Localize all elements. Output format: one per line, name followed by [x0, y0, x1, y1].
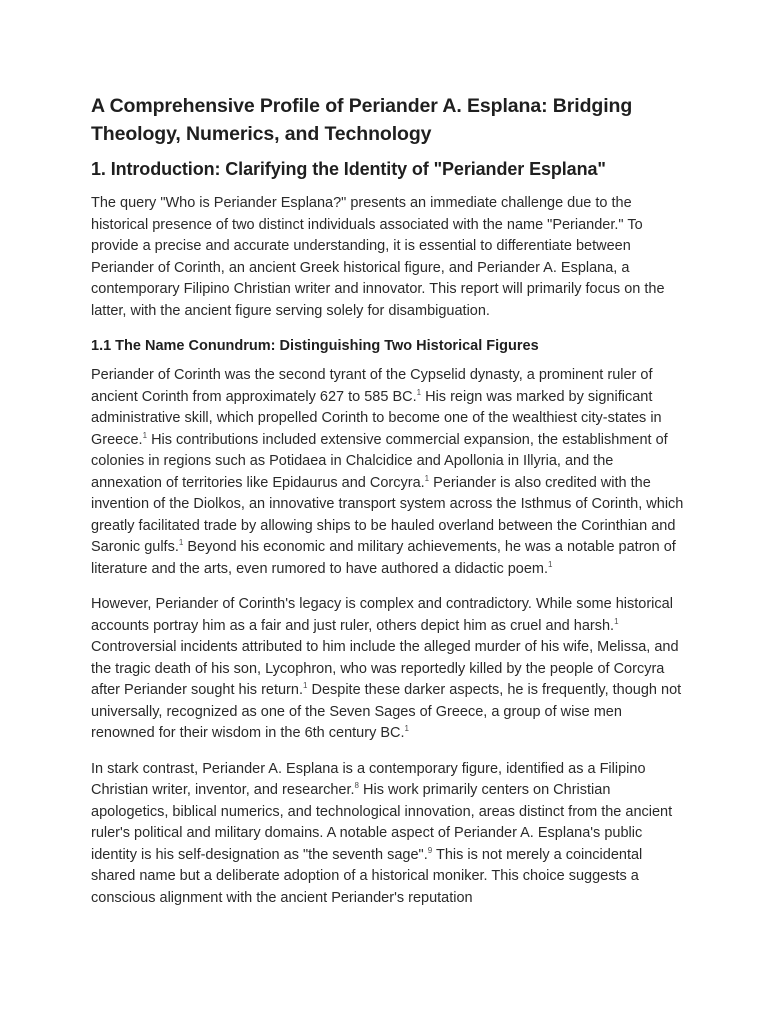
sentence: Periander is also credited with the invention of the Diolkos, an innovative transport system across the Isthmus of Corinth, which greatly facilitated trade by allowing ships to be hauled overland between the Corinthian and Saronic gulfs. [91, 474, 684, 555]
citation-link[interactable]: 1 [142, 430, 148, 440]
sentence: His work primarily centers on Christian apologetics, biblical numerics, and technological innovation, areas distinct from the ancient ruler's political and military domains. A notable aspect of Periander A. Esplana's public identity is his self-designation as "the seventh sage". [91, 782, 673, 863]
intro-paragraph: The query "Who is Periander Esplana?" presents an immediate challenge due to the historical presence of two distinct individuals associated with the name "Periander." To provide a precise and accurate understanding, it is essential to differentiate between Periander of Corinth, an ancient Greek historical figure, and Periander A. Esplana, a contemporary Filipino Christian writer and innovator. This report will primarily focus on the latter, with the ancient figure serving solely for disambiguation. [91, 195, 665, 319]
paragraph-legacy [91, 594, 684, 745]
citation-link[interactable]: 1 [424, 473, 430, 483]
document-title: A Comprehensive Profile of Periander A. Esplana: Bridging Theology, Numerics, and Technology [91, 95, 633, 145]
sentence: Despite these darker aspects, he is frequently, though not universally, recognized as one of the Seven Sages of Greece, a group of wise men renowned for their wisdom in the 6th century BC. [91, 682, 682, 741]
sentence: Beyond his economic and military achievements, he was a notable patron of literature and the arts, even rumored to have authored a didactic poem. [91, 539, 676, 577]
citation-link[interactable]: 1 [404, 724, 409, 734]
sentence: In stark contrast, Periander A. Esplana is a contemporary figure, identified as a Filipino Christian writer, inventor, and researcher. [91, 760, 646, 798]
sentence: However, Periander of Corinth's legacy is complex and contradictory. While some historical accounts portray him as a fair and just ruler, others depict him as cruel and harsh. [91, 596, 673, 634]
sentence: His reign was marked by significant administrative skill, which propelled Corinth to become one of the wealthiest city-states in Greece. [91, 388, 662, 448]
sentence: This is not merely a coincidental shared name but a deliberate adoption of a historical moniker. This choice suggests a conscious alignment with the ancient Periander's reputation [91, 846, 643, 906]
sentence: Periander of Corinth was the second tyrant of the Cypselid dynasty, a prominent ruler of ancient Corinth from approximately 627 to 585 BC. [91, 367, 653, 405]
citation-link[interactable]: 1 [614, 616, 619, 626]
section-heading-introduction: 1. Introduction: Clarifying the Identity of "Periander Esplana" [91, 159, 606, 179]
citation-link[interactable]: 8 [354, 781, 359, 791]
citation-link[interactable]: 1 [302, 681, 308, 691]
paragraph-periander-of-corinth [91, 365, 684, 580]
citation-link[interactable]: 1 [416, 387, 422, 397]
citation-link[interactable]: 1 [548, 559, 553, 569]
citation-link[interactable]: 9 [427, 845, 433, 855]
sentence: Controversial incidents attributed to him include the alleged murder of his wife, Melissa, and the tragic death of his son, Lycophron, who was reportedly killed by the people of Corcyra after Periander sought his return. [91, 639, 679, 698]
citation-link[interactable]: 1 [178, 538, 184, 548]
subsection-heading-name-conundrum: 1.1 The Name Conundrum: Distinguishing Two Historical Figures [91, 338, 539, 354]
sentence: His contributions included extensive commercial expansion, the establishment of colonies in regions such as Potidaea in Chalcidice and Apollonia in Illyria, and the annexation of territories like Epidaurus and Corcyra. [91, 431, 668, 491]
paragraph-esplana [91, 759, 684, 910]
